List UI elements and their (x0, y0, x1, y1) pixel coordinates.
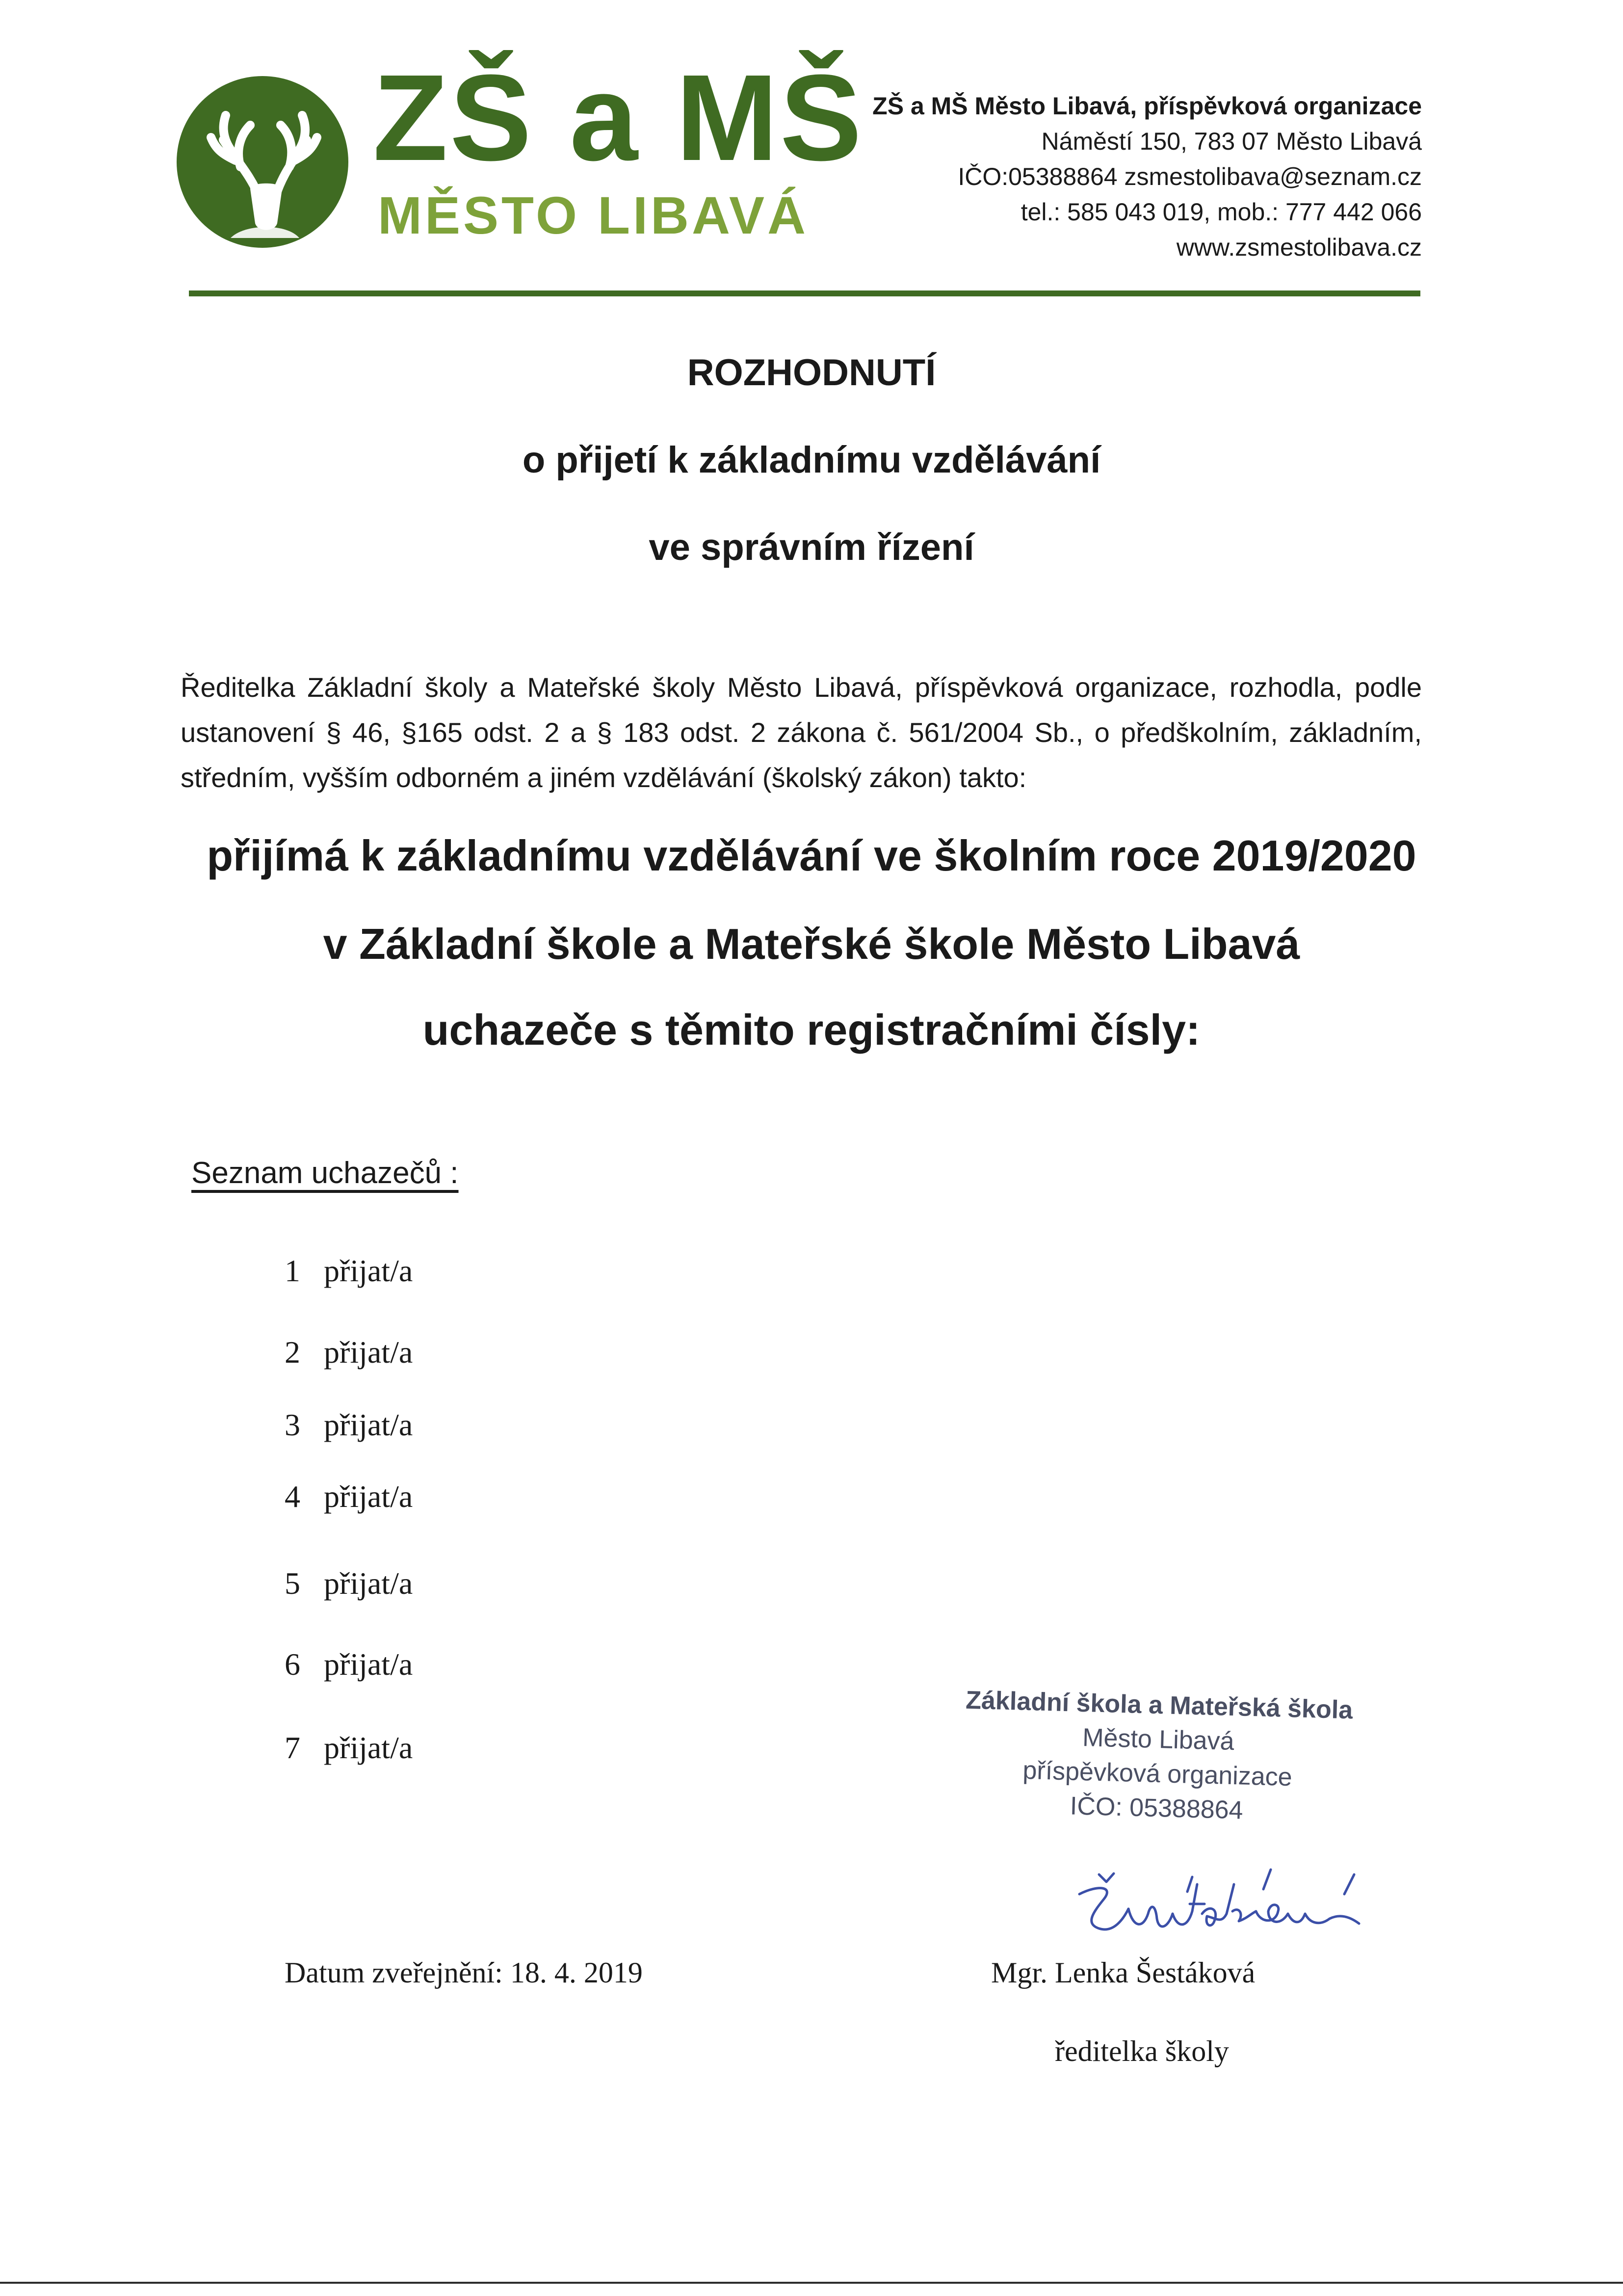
intro-paragraph: Ředitelka Základní školy a Mateřské školy Město Libavá, příspěvková organizace, rozhodla, podle ustanovení § 46, §165 odst. 2 a § 183 odst. 2 zákona č. 561/2004 Sb., o předškolním, základním, středním, vyšším odborném a jiném vzdělávání (školský zákon) takto: (181, 672, 1422, 793)
contact-address: Náměstí 150, 783 07 Město Libavá (1041, 128, 1422, 155)
applicant-status: přijat/a (324, 1647, 413, 1682)
stamp-line-2: Město Libavá (1082, 1723, 1235, 1756)
logo-sub-text: MĚSTO LIBAVÁ (378, 185, 809, 245)
applicant-status: přijat/a (324, 1566, 413, 1601)
applicant-status: přijat/a (324, 1407, 413, 1442)
applicant-number: 4 (285, 1479, 300, 1514)
applicant-number: 5 (285, 1566, 300, 1601)
document-subtitle-2: ve správním řízení (649, 527, 974, 568)
applicant-number: 6 (285, 1647, 300, 1682)
applicant-status: přijat/a (324, 1335, 413, 1370)
applicant-status: přijat/a (324, 1730, 413, 1765)
contact-ico-email: IČO:05388864 zsmestolibava@seznam.cz (958, 163, 1422, 190)
document-title: ROZHODNUTÍ (687, 352, 936, 394)
applicant-row (285, 1568, 413, 1599)
logo-emblem (177, 76, 348, 248)
applicant-status: přijat/a (324, 1253, 413, 1288)
page-bottom-edge (0, 2282, 1623, 2284)
applicant-row (285, 1732, 413, 1764)
signer-name: Mgr. Lenka Šestáková (991, 1956, 1256, 1989)
stamp-line-3: příspěvková organizace (1022, 1756, 1293, 1792)
school-stamp (955, 1683, 1361, 1830)
decision-line-2: v Základní škole a Mateřské škole Město Libavá (323, 920, 1300, 968)
handwritten-signature (1070, 1865, 1364, 1963)
stamp-line-1: Základní škola a Mateřská škola (965, 1686, 1353, 1725)
applicant-row (285, 1337, 413, 1368)
contact-block (872, 88, 1422, 265)
decision-line-3: uchazeče s těmito registračními čísly: (422, 1005, 1201, 1054)
decision-line-1: přijímá k základnímu vzdělávání ve školním roce 2019/2020 (207, 831, 1416, 880)
document-subtitle: o přijetí k základnímu vzdělávání (522, 439, 1101, 481)
logo-main-text: ZŠ a MŠ (373, 49, 864, 186)
contact-phones: tel.: 585 043 019, mob.: 777 442 066 (1021, 198, 1422, 226)
applicant-number: 7 (285, 1730, 300, 1765)
applicant-row (285, 1409, 413, 1441)
applicant-status: přijat/a (324, 1479, 413, 1514)
applicant-number: 2 (285, 1335, 300, 1370)
stamp-line-4: IČO: 05388864 (1070, 1792, 1244, 1825)
contact-org: ZŠ a MŠ Město Libavá, příspěvková organizace (872, 92, 1422, 120)
applicant-row (285, 1481, 413, 1512)
applicant-list-heading: Seznam uchazečů : (191, 1156, 459, 1190)
applicant-number: 3 (285, 1407, 300, 1442)
publication-date: Datum zveřejnění: 18. 4. 2019 (285, 1956, 643, 1989)
applicant-row (285, 1255, 413, 1287)
deer-head-icon (177, 76, 348, 248)
applicant-row (285, 1649, 413, 1680)
signer-role: ředitelka školy (1055, 2035, 1229, 2067)
header-divider (189, 290, 1420, 296)
contact-web: www.zsmestolibava.cz (1176, 234, 1422, 261)
applicant-number: 1 (285, 1253, 300, 1288)
